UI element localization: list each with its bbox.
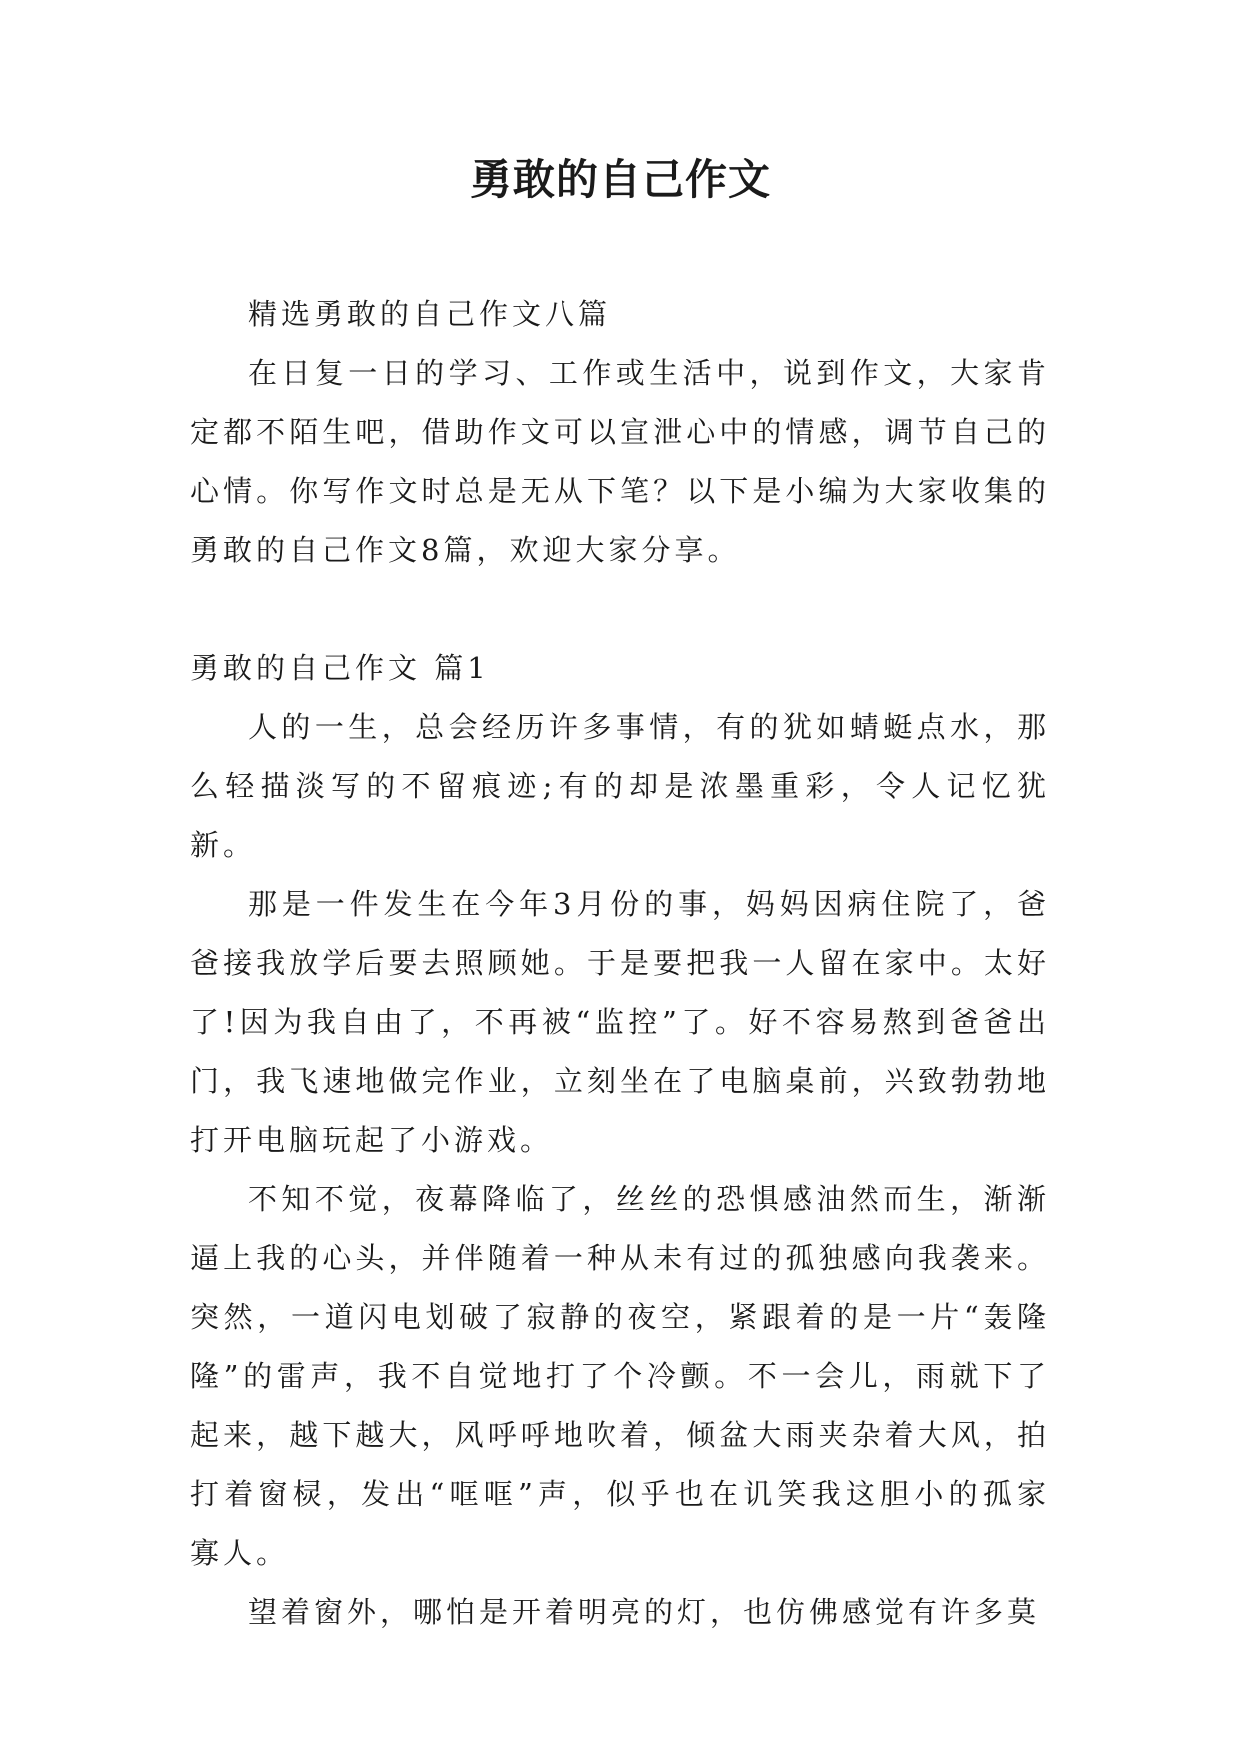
document-title: 勇敢的自己作文: [469, 155, 771, 204]
document-body: [190, 285, 1050, 1642]
intro-heading: 精选勇敢的自己作文八篇: [248, 297, 612, 331]
body-paragraph: 那是一件发生在今年3月份的事，妈妈因病住院了，爸爸接我放学后要去照顾她。于是要把我一人留在家中。太好了!因为我自由了，不再被“监控”了。好不容易熬到爸爸出门，我飞速地做完作业，立刻坐在了电脑桌前，兴致勃勃地打开电脑玩起了小游戏。: [190, 887, 1050, 1157]
body-paragraph: 人的一生，总会经历许多事情，有的犹如蜻蜓点水，那么轻描淡写的不留痕迹;有的却是浓墨重彩，令人记忆犹新。: [190, 710, 1050, 862]
intro-paragraph: 在日复一日的学习、工作或生活中，说到作文，大家肯定都不陌生吧，借助作文可以宣泄心中的情感，调节自己的心情。你写作文时总是无从下笔？以下是小编为大家收集的勇敢的自己作文8篇，欢迎大家分享。: [190, 356, 1050, 567]
body-paragraph: 不知不觉，夜幕降临了，丝丝的恐惧感油然而生，渐渐逼上我的心头，并伴随着一种从未有过的孤独感向我袭来。突然，一道闪电划破了寂静的夜空，紧跟着的是一片“轰隆隆”的雷声，我不自觉地打了个冷颤。不一会儿，雨就下了起来，越下越大，风呼呼地吹着，倾盆大雨夹杂着大风，拍打着窗棂，发出“哐哐”声，似乎也在讥笑我这胆小的孤家寡人。: [190, 1182, 1050, 1570]
section-heading: 勇敢的自己作文 篇1: [190, 651, 490, 685]
section-spacer: [190, 580, 1050, 639]
body-paragraph: 望着窗外，哪怕是开着明亮的灯，也仿佛感觉有许多莫: [248, 1595, 1041, 1629]
